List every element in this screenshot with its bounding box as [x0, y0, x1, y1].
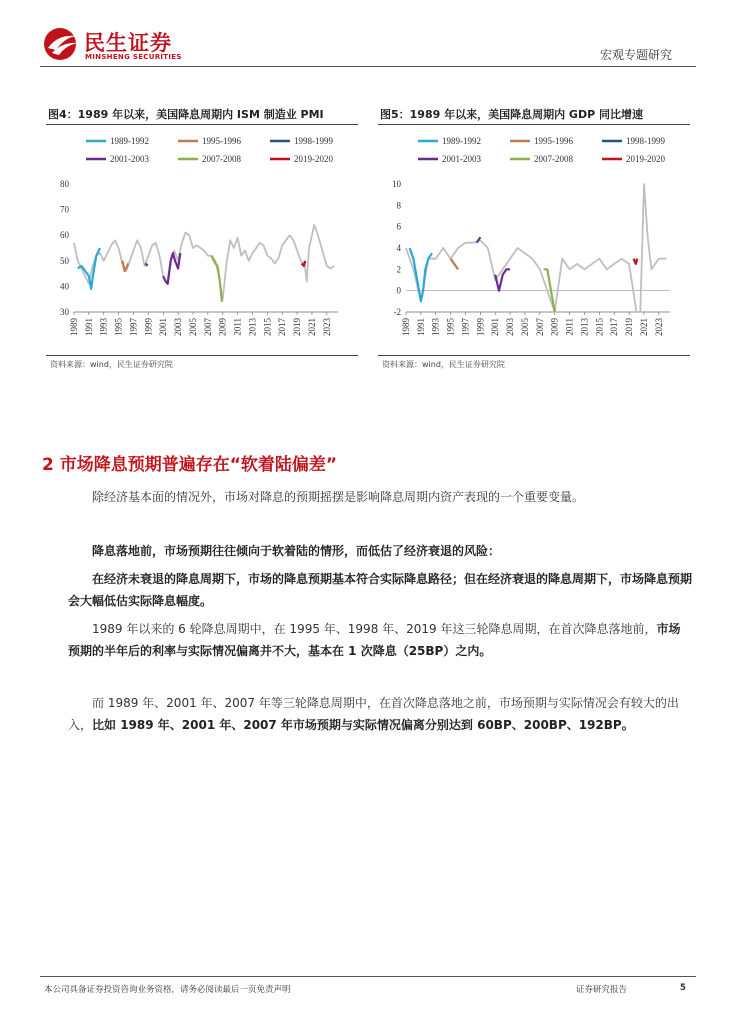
paragraph-4-emphasis: 市场预期的半年后的利率与实际情况偏离并不大，基本在 1 次降息（25BP）之内。 [68, 622, 681, 658]
x-tick-label: 1999 [475, 318, 486, 336]
y-tick-label: 2 [396, 264, 401, 275]
x-tick-label: 2017 [609, 318, 620, 336]
x-tick-label: 2009 [549, 318, 560, 336]
legend-label: 2001-2003 [442, 154, 481, 164]
x-tick-label: 1993 [98, 318, 109, 336]
brand-name-cn: 民生证券 [84, 31, 172, 55]
paragraph-3 [68, 568, 692, 612]
x-tick-label: 2001 [490, 318, 501, 336]
legend-label: 2007-2008 [534, 154, 573, 164]
y-tick-label: 10 [392, 179, 401, 189]
y-tick-label: 6 [396, 221, 401, 232]
x-tick-label: 1989 [69, 318, 79, 336]
paragraph-1 [68, 486, 692, 508]
legend-label: 2019-2020 [294, 154, 333, 164]
brand-name-en: MINSHENG SECURITIES [85, 53, 182, 61]
paragraph-3-text: 在经济未衰退的降息周期下，市场的降息预期基本符合实际降息路径；但在经济衰退的降息周期下，市场降息预期会大幅低估实际降息幅度。 [68, 572, 693, 608]
x-tick-label: 2003 [173, 318, 184, 336]
paragraph-2 [68, 540, 692, 562]
figure-5-title: 图5：1989 年以来，美国降息周期内 GDP 同比增速 [380, 108, 643, 121]
y-tick-label: -2 [393, 307, 401, 317]
series-line-1995-1996 [451, 259, 459, 270]
x-tick-label: 2023 [653, 318, 664, 336]
figure-5-source: 资料来源：wind，民生证券研究院 [382, 360, 505, 369]
series-line-2019-2020 [634, 259, 638, 264]
x-tick-label: 2019 [292, 318, 303, 336]
x-tick-label: 2003 [505, 318, 516, 336]
footer-divider [40, 976, 696, 977]
figure-4-bottom-rule [46, 355, 358, 356]
y-tick-label: 0 [396, 285, 401, 296]
series-line-1998-1999 [145, 263, 147, 266]
x-tick-label: 1991 [415, 318, 426, 336]
x-tick-label: 2009 [217, 318, 228, 336]
section-title: 2 市场降息预期普遍存在“软着陆偏差” [42, 455, 338, 475]
y-tick-label: 4 [396, 243, 401, 253]
figure-4-top-rule [46, 124, 358, 125]
footer-label: 证券研究报告 [576, 985, 628, 995]
paragraph-2-text: 降息落地前，市场预期往往倾向于软着陆的情形，而低估了经济衰退的风险： [92, 544, 501, 558]
y-tick-label: 80 [60, 179, 69, 189]
x-tick-label: 2013 [247, 318, 258, 336]
x-tick-label: 1995 [113, 318, 124, 336]
x-tick-label: 1991 [83, 318, 94, 336]
legend-label: 1989-1992 [110, 136, 149, 146]
legend-label: 1995-1996 [534, 136, 573, 146]
y-tick-label: 60 [60, 230, 69, 241]
series-line-2001-2003 [495, 269, 510, 290]
report-type: 宏观专题研究 [600, 48, 673, 62]
legend-label: 2001-2003 [110, 154, 149, 164]
legend-label: 1998-1999 [294, 136, 333, 146]
figure-4-title: 图4：1989 年以来，美国降息周期内 ISM 制造业 PMI [48, 108, 324, 121]
series-line-1998-1999 [477, 237, 481, 242]
legend-label: 1989-1992 [442, 136, 481, 146]
x-tick-label: 2007 [202, 318, 213, 336]
x-tick-label: 2021 [638, 318, 649, 336]
x-tick-label: 2015 [262, 318, 273, 336]
x-tick-label: 1989 [401, 318, 411, 336]
y-tick-label: 8 [396, 200, 401, 211]
x-tick-label: 2007 [534, 318, 545, 336]
x-tick-label: 1995 [445, 318, 456, 336]
paragraph-4-text: 1989 年以来的 6 轮降息周期中，在 1995 年、1998 年、2019 年这三轮降息周期，在首次降息落地前， [92, 622, 657, 636]
x-tick-label: 1999 [143, 318, 154, 336]
series-line-baseline [406, 184, 666, 312]
legend-label: 2007-2008 [202, 154, 241, 164]
legend-label: 1995-1996 [202, 136, 241, 146]
figure-4-chart [46, 126, 358, 354]
x-tick-label: 2013 [579, 318, 590, 336]
figure-5-bottom-rule [378, 355, 690, 356]
y-tick-label: 70 [60, 204, 69, 215]
x-tick-label: 2021 [306, 318, 317, 336]
paragraph-5 [68, 692, 692, 736]
series-line-1989-1992 [410, 248, 432, 301]
x-tick-label: 2015 [594, 318, 605, 336]
legend-label: 1998-1999 [626, 136, 665, 146]
series-line-2007-2008 [212, 256, 222, 302]
legend-label: 2019-2020 [626, 154, 665, 164]
x-tick-label: 2005 [519, 318, 530, 336]
figure-4-source: 资料来源：wind，民生证券研究院 [50, 360, 173, 369]
x-tick-label: 2011 [232, 318, 243, 336]
paragraph-4 [68, 618, 692, 662]
figure-5-chart [378, 126, 690, 354]
x-tick-label: 2023 [321, 318, 332, 336]
x-tick-label: 1997 [128, 318, 139, 336]
x-tick-label: 2001 [158, 318, 169, 336]
x-tick-label: 1997 [460, 318, 471, 336]
x-tick-label: 2011 [564, 318, 575, 336]
series-line-baseline [74, 225, 334, 299]
x-tick-label: 1993 [430, 318, 441, 336]
x-tick-label: 2019 [624, 318, 635, 336]
footer-disclaimer: 本公司具备证券投资咨询业务资格，请务必阅读最后一页免责声明 [44, 985, 291, 995]
brand-logo [42, 26, 82, 62]
header-divider [40, 66, 696, 67]
paragraph-5-text: 而 1989 年、2001 年、2007 年等三轮降息周期中，在首次降息落地之前，市场预期与实际情况会有较大的出入， [68, 696, 679, 732]
logo-mark-icon [42, 26, 82, 62]
x-tick-label: 2005 [187, 318, 198, 336]
figure-5-top-rule [378, 124, 690, 125]
paragraph-5-emphasis: 比如 1989 年、2001 年、2007 年市场预期与实际情况偏离分别达到 60BP、200BP、192BP。 [92, 718, 634, 732]
y-tick-label: 40 [60, 281, 69, 292]
y-tick-label: 50 [60, 255, 69, 266]
x-tick-label: 2017 [277, 318, 288, 336]
page-number: 5 [680, 983, 686, 993]
y-tick-label: 30 [60, 307, 69, 317]
paragraph-1-text: 除经济基本面的情况外，市场对降息的预期摇摆是影响降息周期内资产表现的一个重要变量。 [92, 490, 585, 504]
